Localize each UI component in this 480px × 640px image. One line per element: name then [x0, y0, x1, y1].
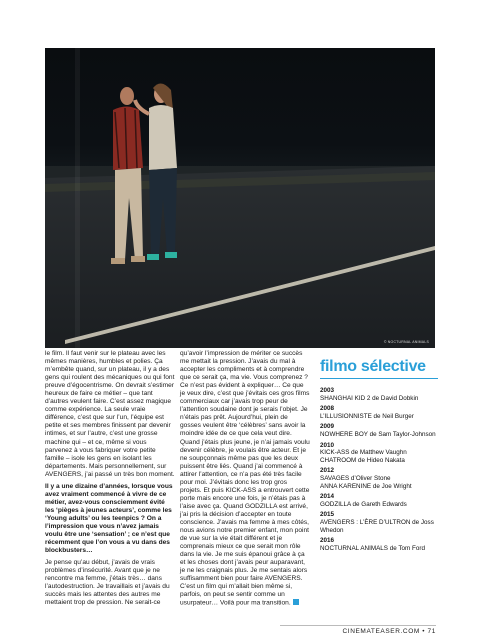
- paragraph: le film. Il faut venir sur le plateau avec les mêmes manières, humbles et polies. Ça m’embête quand, sur un plateau, il y a des gens qui roulent des mécaniques ou qui font preuve d’égocentrisme. On devrait s’estimer heureux de faire ce métier – que tant d’autres veulent faire. C’est assez magique comme expérience. La seule vraie différence, c’est que sur l’un, l’équipe est petite et ses membres finissent par devenir intimes, et sur l’autre, c’est une grosse machine qui – et ce, même si vous parvenez à vous fabriquer votre petite famille – isole les gens en isolant les départements. Mais personnellement, sur AVENGERS, j’ai passé un très bon moment.: [45, 350, 175, 478]
- filmography-entry: [320, 442, 438, 465]
- photo-credit: © NOCTURNAL ANIMALS: [383, 340, 429, 344]
- paragraph: [180, 350, 310, 608]
- filmography-film: [320, 413, 438, 421]
- film-title: ANNA KARENINE: [320, 482, 372, 490]
- filmography-year: 2016: [320, 537, 335, 545]
- film-title: GODZILLA: [320, 500, 351, 508]
- filmography-film: [320, 431, 438, 439]
- film-director: de Matthew Vaughn: [349, 449, 407, 457]
- filmography-entry: [320, 467, 438, 490]
- film-director: de Joe Wright: [371, 482, 412, 490]
- film-director: de Gareth Edwards: [350, 500, 407, 508]
- filmography-film: [320, 483, 438, 491]
- film-title: NOWHERE BOY: [320, 430, 368, 438]
- film-director: de Neil Burger: [371, 412, 414, 420]
- article-column-2: [180, 350, 310, 612]
- filmography-entry: [320, 493, 438, 508]
- film-director: de Tom Ford: [388, 544, 425, 552]
- filmography-heading: filmo sélective: [320, 358, 438, 379]
- filmography-film: [320, 519, 438, 534]
- filmography-film: [320, 457, 438, 465]
- filmography-year: 2003: [320, 387, 335, 394]
- filmography-film: [320, 475, 438, 483]
- film-title: AVENGERS : L’ÈRE D’ULTRON: [320, 518, 411, 526]
- film-director: de Joss Whedon: [320, 518, 434, 534]
- filmography-box: [320, 358, 438, 555]
- footer-rule: [280, 625, 436, 626]
- filmography-year: 2012: [320, 467, 335, 475]
- filmography-entry: [320, 423, 438, 438]
- filmography-entry: [320, 387, 438, 402]
- film-director: d’Oliver Stone: [349, 474, 391, 482]
- filmography-entry: [320, 405, 438, 420]
- filmography-film: [320, 449, 438, 457]
- filmography-year: 2009: [320, 423, 335, 431]
- filmography-year: 2010: [320, 441, 335, 449]
- filmography-entry: [320, 537, 438, 552]
- article-column-1: [45, 350, 175, 611]
- filmography-film: [320, 395, 438, 403]
- photo-scene: [45, 48, 435, 348]
- paragraph-text: qu’avoir l’impression de mériter ce succès me mettait la pression. J’avais du mal à accepter les compliments et à comprendre que ce serait ça, ma vie. Vous comprenez ? Ce n’est pas évident à expliquer… Ce que je veux dire, c’est que j’évitais ces gros films commerciaux car j’avais trop peur de l’attention soudaine dont je serais l’objet. Je n’étais pas prêt. Aujourd’hui, plein de gosses veulent être ‘célèbres’ sans avoir la moindre idée de ce que cela veut dire. Quand j’étais plus jeune, je n’ai jamais voulu devenir célèbre, je voulais être acteur. Et je ne soupçonnais même pas que les deux puissent être liés. Quand j’ai commencé à attirer l’attention, ce n’a pas été très facile pour moi. J’évitais donc les trop gros projets. Et puis KICK-ASS a entrouvert cette porte mais encore une fois, je n’étais pas à l’aise avec ça. Quand GODZILLA est arrivé, j’ai pris la décision d’accepter en toute conscience. J’avais ma femme à mes côtés, nous avions notre premier enfant, mon point de vue sur la vie était différent et je comprenais mieux ce que serait mon rôle dans la vie. Je me suis épanoui grâce à ça et les choses dont j’avais peur auparavant, je ne les craignais plus. Je me sentais alors suffisamment bien pour faire AVENGERS. C’est un film qui m’allait bien même si, parfois, on peut se sentir comme un usurpateur… Voilà pour ma transition.: [180, 350, 310, 607]
- film-title: CHATROOM: [320, 456, 357, 464]
- page-folio: CINEMATEASER.COM • 71: [342, 628, 436, 635]
- filmography-entry: [320, 511, 438, 534]
- filmography-year: 2008: [320, 405, 335, 413]
- film-title: SHANGHAI KID 2: [320, 394, 371, 402]
- filmography-list: [320, 387, 438, 552]
- filmography-film: [320, 501, 438, 509]
- filmography-film: [320, 545, 438, 553]
- film-director: de David Dobkin: [370, 394, 419, 402]
- article-photo: [45, 48, 435, 348]
- film-title: KICK-ASS: [320, 449, 350, 457]
- film-title: SAVAGES: [320, 474, 350, 482]
- film-title: L’ILLUSIONNISTE: [320, 412, 372, 420]
- interview-question: Il y a une dizaine d’années, lorsque vous avez vraiment commencé à vivre de ce métier, avez-vous consciemment évité les ‘pièges à jeunes acteurs’, comme les ‘Young adults’ ou les teenpics ? On a l’impression que vous n’avez jamais voulu être une ‘sensation’ ; ce n’est que récemment que l’on vous a vu dans des blockbusters…: [45, 482, 173, 555]
- filmography-year: 2014: [320, 493, 335, 501]
- film-director: de Sam Taylor-Johnson: [367, 430, 436, 438]
- film-title: NOCTURNAL ANIMALS: [320, 544, 388, 552]
- filmography-year: 2015: [320, 511, 335, 519]
- film-director: de Hideo Nakata: [356, 456, 405, 464]
- end-of-article-square-icon: [293, 599, 299, 605]
- paragraph: Je pense qu’au début, j’avais de vrais problèmes d’insécurité. Avant que je ne rencontre ma femme, j’étais très… dans l’autodestruction. Je travaillais et j’avais du succès mais les attentes des autres me mettaient trop de pression. Ne serait-ce: [45, 559, 170, 607]
